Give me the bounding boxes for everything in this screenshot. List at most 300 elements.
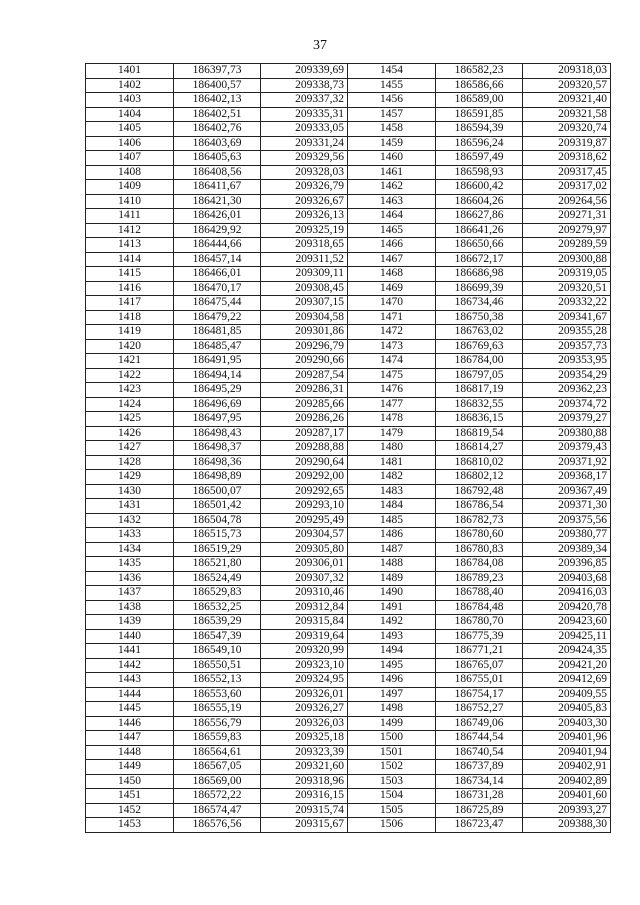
x-coordinate-right: 186598,93 [436,165,523,180]
y-coordinate-right: 209403,68 [523,571,611,586]
x-coordinate-left: 186519,29 [174,542,261,557]
x-coordinate-right: 186755,01 [436,673,523,688]
x-coordinate-left: 186521,80 [174,557,261,572]
point-number-right: 1503 [348,774,436,789]
table-row [86,151,611,166]
y-coordinate-left: 209310,46 [261,586,348,601]
y-coordinate-left: 209315,67 [261,818,348,833]
y-coordinate-left: 209337,32 [261,93,348,108]
table-row [86,484,611,499]
y-coordinate-right: 209332,22 [523,296,611,311]
point-number-right: 1491 [348,600,436,615]
table-row [86,223,611,238]
point-number-left: 1435 [86,557,174,572]
y-coordinate-left: 209338,73 [261,78,348,93]
point-number-left: 1411 [86,209,174,224]
point-number-left: 1439 [86,615,174,630]
y-coordinate-right: 209279,97 [523,223,611,238]
y-coordinate-right: 209389,34 [523,542,611,557]
point-number-left: 1437 [86,586,174,601]
y-coordinate-left: 209312,84 [261,600,348,615]
x-coordinate-left: 186405,63 [174,151,261,166]
y-coordinate-left: 209292,00 [261,470,348,485]
point-number-right: 1457 [348,107,436,122]
y-coordinate-left: 209285,66 [261,397,348,412]
x-coordinate-left: 186495,29 [174,383,261,398]
table-row [86,760,611,775]
point-number-left: 1446 [86,716,174,731]
table-row [86,136,611,151]
y-coordinate-left: 209293,10 [261,499,348,514]
y-coordinate-left: 209286,31 [261,383,348,398]
table-row [86,644,611,659]
x-coordinate-left: 186402,51 [174,107,261,122]
y-coordinate-left: 209335,31 [261,107,348,122]
point-number-left: 1418 [86,310,174,325]
table-row [86,600,611,615]
x-coordinate-right: 186591,85 [436,107,523,122]
x-coordinate-right: 186769,63 [436,339,523,354]
y-coordinate-right: 209353,95 [523,354,611,369]
point-number-left: 1404 [86,107,174,122]
y-coordinate-right: 209367,49 [523,484,611,499]
x-coordinate-right: 186786,54 [436,499,523,514]
y-coordinate-left: 209326,03 [261,716,348,731]
point-number-left: 1419 [86,325,174,340]
y-coordinate-right: 209318,03 [523,64,611,79]
y-coordinate-right: 209409,55 [523,687,611,702]
x-coordinate-left: 186556,79 [174,716,261,731]
y-coordinate-right: 209371,30 [523,499,611,514]
point-number-left: 1403 [86,93,174,108]
point-number-right: 1496 [348,673,436,688]
point-number-right: 1462 [348,180,436,195]
x-coordinate-left: 186494,14 [174,368,261,383]
table-row [86,397,611,412]
point-number-left: 1444 [86,687,174,702]
y-coordinate-right: 209320,74 [523,122,611,137]
point-number-left: 1402 [86,78,174,93]
table-row [86,426,611,441]
y-coordinate-left: 209315,84 [261,615,348,630]
point-number-right: 1463 [348,194,436,209]
x-coordinate-left: 186515,73 [174,528,261,543]
x-coordinate-right: 186784,00 [436,354,523,369]
table-row [86,368,611,383]
point-number-left: 1424 [86,397,174,412]
point-number-right: 1474 [348,354,436,369]
y-coordinate-left: 209318,65 [261,238,348,253]
y-coordinate-right: 209368,17 [523,470,611,485]
y-coordinate-left: 209286,26 [261,412,348,427]
table-row [86,499,611,514]
x-coordinate-right: 186594,39 [436,122,523,137]
point-number-right: 1501 [348,745,436,760]
table-row [86,774,611,789]
x-coordinate-left: 186553,60 [174,687,261,702]
y-coordinate-right: 209362,23 [523,383,611,398]
point-number-right: 1469 [348,281,436,296]
x-coordinate-left: 186426,01 [174,209,261,224]
x-coordinate-right: 186797,05 [436,368,523,383]
y-coordinate-left: 209323,10 [261,658,348,673]
x-coordinate-left: 186457,14 [174,252,261,267]
y-coordinate-left: 209301,86 [261,325,348,340]
y-coordinate-left: 209306,01 [261,557,348,572]
y-coordinate-right: 209321,58 [523,107,611,122]
y-coordinate-right: 209423,60 [523,615,611,630]
x-coordinate-right: 186650,66 [436,238,523,253]
y-coordinate-right: 209320,51 [523,281,611,296]
coordinates-table [85,63,611,833]
table-row [86,296,611,311]
page-number: 37 [313,38,327,53]
point-number-right: 1472 [348,325,436,340]
y-coordinate-right: 209396,85 [523,557,611,572]
y-coordinate-right: 209402,89 [523,774,611,789]
point-number-left: 1436 [86,571,174,586]
point-number-left: 1421 [86,354,174,369]
x-coordinate-right: 186672,17 [436,252,523,267]
y-coordinate-right: 209317,02 [523,180,611,195]
y-coordinate-right: 209264,56 [523,194,611,209]
x-coordinate-left: 186498,37 [174,441,261,456]
y-coordinate-left: 209326,67 [261,194,348,209]
table-row [86,528,611,543]
table-row [86,542,611,557]
point-number-left: 1453 [86,818,174,833]
point-number-right: 1467 [348,252,436,267]
x-coordinate-left: 186429,92 [174,223,261,238]
y-coordinate-right: 209374,72 [523,397,611,412]
x-coordinate-right: 186740,54 [436,745,523,760]
x-coordinate-right: 186731,28 [436,789,523,804]
point-number-left: 1427 [86,441,174,456]
point-number-right: 1489 [348,571,436,586]
y-coordinate-left: 209324,95 [261,673,348,688]
table-row [86,818,611,833]
y-coordinate-left: 209315,74 [261,803,348,818]
x-coordinate-right: 186596,24 [436,136,523,151]
y-coordinate-right: 209318,62 [523,151,611,166]
x-coordinate-left: 186466,01 [174,267,261,282]
point-number-left: 1441 [86,644,174,659]
point-number-right: 1459 [348,136,436,151]
point-number-left: 1401 [86,64,174,79]
x-coordinate-left: 186411,67 [174,180,261,195]
y-coordinate-left: 209290,64 [261,455,348,470]
x-coordinate-right: 186819,54 [436,426,523,441]
point-number-left: 1428 [86,455,174,470]
x-coordinate-left: 186576,56 [174,818,261,833]
point-number-left: 1445 [86,702,174,717]
point-number-right: 1506 [348,818,436,833]
point-number-left: 1409 [86,180,174,195]
point-number-right: 1482 [348,470,436,485]
point-number-right: 1468 [348,267,436,282]
point-number-right: 1466 [348,238,436,253]
x-coordinate-right: 186725,89 [436,803,523,818]
y-coordinate-right: 209425,11 [523,629,611,644]
y-coordinate-left: 209290,66 [261,354,348,369]
point-number-left: 1434 [86,542,174,557]
point-number-right: 1470 [348,296,436,311]
x-coordinate-right: 186744,54 [436,731,523,746]
point-number-left: 1423 [86,383,174,398]
table-row [86,745,611,760]
x-coordinate-right: 186780,70 [436,615,523,630]
x-coordinate-left: 186529,83 [174,586,261,601]
table-row [86,165,611,180]
x-coordinate-left: 186485,47 [174,339,261,354]
table-row [86,731,611,746]
y-coordinate-left: 209311,52 [261,252,348,267]
x-coordinate-left: 186552,13 [174,673,261,688]
table-row [86,673,611,688]
y-coordinate-left: 209331,24 [261,136,348,151]
x-coordinate-left: 186470,17 [174,281,261,296]
y-coordinate-left: 209296,79 [261,339,348,354]
table-row [86,310,611,325]
y-coordinate-left: 209308,45 [261,281,348,296]
point-number-right: 1458 [348,122,436,137]
point-number-right: 1465 [348,223,436,238]
x-coordinate-left: 186547,39 [174,629,261,644]
point-number-right: 1502 [348,760,436,775]
x-coordinate-right: 186817,19 [436,383,523,398]
x-coordinate-left: 186444,66 [174,238,261,253]
x-coordinate-right: 186765,07 [436,658,523,673]
y-coordinate-left: 209321,60 [261,760,348,775]
point-number-left: 1442 [86,658,174,673]
x-coordinate-right: 186582,23 [436,64,523,79]
y-coordinate-left: 209318,96 [261,774,348,789]
x-coordinate-left: 186549,10 [174,644,261,659]
y-coordinate-right: 209375,56 [523,513,611,528]
table-row [86,383,611,398]
point-number-right: 1492 [348,615,436,630]
point-number-right: 1497 [348,687,436,702]
x-coordinate-right: 186734,14 [436,774,523,789]
x-coordinate-right: 186750,38 [436,310,523,325]
table-row [86,281,611,296]
y-coordinate-left: 209320,99 [261,644,348,659]
y-coordinate-left: 209325,18 [261,731,348,746]
point-number-left: 1416 [86,281,174,296]
y-coordinate-right: 209379,27 [523,412,611,427]
y-coordinate-right: 209401,60 [523,789,611,804]
y-coordinate-left: 209339,69 [261,64,348,79]
x-coordinate-right: 186752,27 [436,702,523,717]
point-number-right: 1477 [348,397,436,412]
point-number-right: 1455 [348,78,436,93]
y-coordinate-right: 209388,30 [523,818,611,833]
x-coordinate-right: 186699,39 [436,281,523,296]
x-coordinate-left: 186500,07 [174,484,261,499]
y-coordinate-right: 209380,88 [523,426,611,441]
x-coordinate-left: 186421,30 [174,194,261,209]
y-coordinate-right: 209320,57 [523,78,611,93]
x-coordinate-left: 186564,61 [174,745,261,760]
point-number-left: 1431 [86,499,174,514]
point-number-right: 1479 [348,426,436,441]
y-coordinate-right: 209424,35 [523,644,611,659]
point-number-left: 1449 [86,760,174,775]
x-coordinate-left: 186397,73 [174,64,261,79]
y-coordinate-right: 209317,45 [523,165,611,180]
x-coordinate-right: 186792,48 [436,484,523,499]
table-row [86,180,611,195]
y-coordinate-left: 209325,19 [261,223,348,238]
y-coordinate-right: 209289,59 [523,238,611,253]
point-number-left: 1430 [86,484,174,499]
y-coordinate-right: 209319,05 [523,267,611,282]
y-coordinate-left: 209292,65 [261,484,348,499]
y-coordinate-left: 209319,64 [261,629,348,644]
point-number-right: 1456 [348,93,436,108]
x-coordinate-right: 186802,12 [436,470,523,485]
x-coordinate-left: 186501,42 [174,499,261,514]
point-number-left: 1451 [86,789,174,804]
y-coordinate-left: 209316,15 [261,789,348,804]
point-number-left: 1452 [86,803,174,818]
point-number-right: 1493 [348,629,436,644]
x-coordinate-left: 186532,25 [174,600,261,615]
y-coordinate-right: 209403,30 [523,716,611,731]
point-number-left: 1407 [86,151,174,166]
point-number-left: 1432 [86,513,174,528]
table-row [86,687,611,702]
point-number-right: 1481 [348,455,436,470]
table-row [86,571,611,586]
x-coordinate-left: 186402,13 [174,93,261,108]
point-number-left: 1450 [86,774,174,789]
point-number-left: 1447 [86,731,174,746]
point-number-left: 1426 [86,426,174,441]
y-coordinate-right: 209379,43 [523,441,611,456]
point-number-left: 1425 [86,412,174,427]
x-coordinate-right: 186789,23 [436,571,523,586]
x-coordinate-right: 186775,39 [436,629,523,644]
point-number-right: 1485 [348,513,436,528]
x-coordinate-left: 186569,00 [174,774,261,789]
table-row [86,470,611,485]
y-coordinate-right: 209341,67 [523,310,611,325]
x-coordinate-left: 186402,76 [174,122,261,137]
x-coordinate-left: 186567,05 [174,760,261,775]
x-coordinate-right: 186597,49 [436,151,523,166]
y-coordinate-right: 209321,40 [523,93,611,108]
point-number-right: 1473 [348,339,436,354]
x-coordinate-right: 186723,47 [436,818,523,833]
point-number-right: 1478 [348,412,436,427]
x-coordinate-right: 186784,48 [436,600,523,615]
table-row [86,513,611,528]
table-row [86,716,611,731]
table-row [86,586,611,601]
y-coordinate-left: 209326,13 [261,209,348,224]
table-row [86,93,611,108]
y-coordinate-right: 209393,27 [523,803,611,818]
point-number-right: 1499 [348,716,436,731]
point-number-right: 1461 [348,165,436,180]
y-coordinate-right: 209319,87 [523,136,611,151]
x-coordinate-left: 186408,56 [174,165,261,180]
x-coordinate-left: 186574,47 [174,803,261,818]
x-coordinate-right: 186627,86 [436,209,523,224]
point-number-right: 1484 [348,499,436,514]
table-row [86,122,611,137]
x-coordinate-left: 186555,19 [174,702,261,717]
point-number-left: 1413 [86,238,174,253]
y-coordinate-left: 209333,05 [261,122,348,137]
x-coordinate-left: 186497,95 [174,412,261,427]
x-coordinate-right: 186814,27 [436,441,523,456]
x-coordinate-right: 186754,17 [436,687,523,702]
table-row [86,557,611,572]
x-coordinate-left: 186498,43 [174,426,261,441]
table-row [86,252,611,267]
x-coordinate-left: 186504,78 [174,513,261,528]
y-coordinate-left: 209323,39 [261,745,348,760]
y-coordinate-right: 209401,94 [523,745,611,760]
table-row [86,64,611,79]
x-coordinate-right: 186780,60 [436,528,523,543]
table-row [86,238,611,253]
x-coordinate-right: 186600,42 [436,180,523,195]
y-coordinate-left: 209288,88 [261,441,348,456]
point-number-left: 1422 [86,368,174,383]
x-coordinate-left: 186475,44 [174,296,261,311]
point-number-right: 1464 [348,209,436,224]
y-coordinate-left: 209295,49 [261,513,348,528]
y-coordinate-left: 209309,11 [261,267,348,282]
point-number-right: 1487 [348,542,436,557]
x-coordinate-right: 186763,02 [436,325,523,340]
y-coordinate-left: 209305,80 [261,542,348,557]
x-coordinate-left: 186403,69 [174,136,261,151]
table-row [86,267,611,282]
y-coordinate-right: 209420,78 [523,600,611,615]
point-number-right: 1504 [348,789,436,804]
point-number-right: 1495 [348,658,436,673]
x-coordinate-left: 186479,22 [174,310,261,325]
y-coordinate-right: 209300,88 [523,252,611,267]
y-coordinate-left: 209287,17 [261,426,348,441]
point-number-left: 1440 [86,629,174,644]
table-row [86,629,611,644]
point-number-left: 1438 [86,600,174,615]
y-coordinate-right: 209421,20 [523,658,611,673]
y-coordinate-left: 209326,01 [261,687,348,702]
point-number-left: 1412 [86,223,174,238]
table-row [86,803,611,818]
point-number-left: 1410 [86,194,174,209]
point-number-left: 1443 [86,673,174,688]
x-coordinate-left: 186572,22 [174,789,261,804]
x-coordinate-right: 186788,40 [436,586,523,601]
x-coordinate-right: 186589,00 [436,93,523,108]
coordinates-table-body [86,64,611,833]
y-coordinate-left: 209328,03 [261,165,348,180]
point-number-left: 1417 [86,296,174,311]
y-coordinate-left: 209304,58 [261,310,348,325]
x-coordinate-left: 186498,89 [174,470,261,485]
point-number-left: 1448 [86,745,174,760]
point-number-right: 1486 [348,528,436,543]
table-row [86,107,611,122]
table-row [86,194,611,209]
